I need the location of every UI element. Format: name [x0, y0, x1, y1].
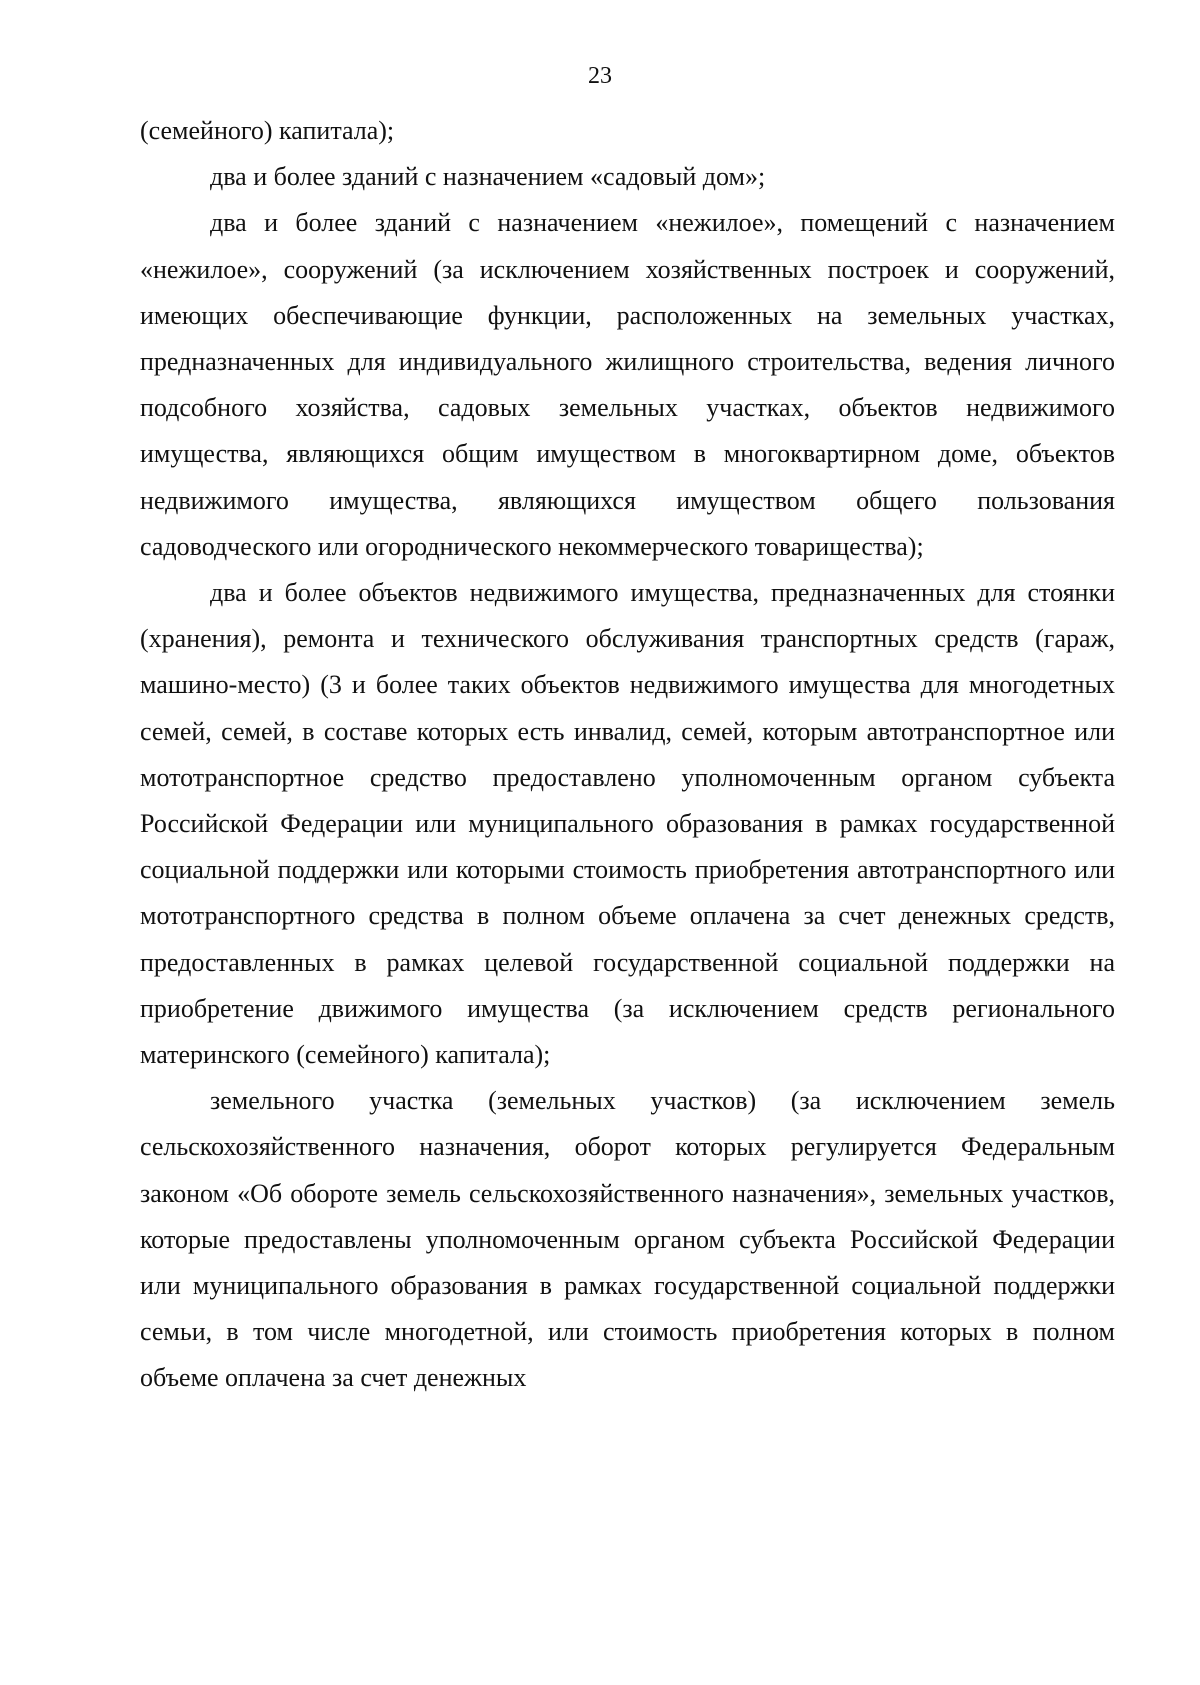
paragraph-5: земельного участка (земельных участков) (за исключением земель сельскохозяйственного назначения, оборот которых регулируется Федеральным законом «Об обороте земель сельскохозяйственного назначения», земельных участков, которые предоставлены уполномоченным органом субъекта Российской Федерации или муниципального образования в рамках государственной социальной поддержки семьи, в том числе многодетной, или стоимость приобретения которых в полном объеме оплачена за счет денежных	[140, 1086, 1115, 1393]
paragraph-1: (семейного) капитала);	[140, 116, 395, 145]
paragraph-2: два и более зданий с назначением «садовый дом»;	[210, 162, 766, 192]
body-text	[140, 108, 1115, 1540]
paragraph-4: два и более объектов недвижимого имущества, предназначенных для стоянки (хранения), ремонта и технического обслуживания транспортных средств (гараж, машино-место) (3 и более таких объектов недвижимого имущества для многодетных семей, семей, в составе которых есть инвалид, семей, которым автотранспортное или мототранспортное средство предоставлено уполномоченным органом субъекта Российской Федерации или муниципального образования в рамках государственной социальной поддержки или которыми стоимость приобретения автотранспортного или мототранспортного средства в полном объеме оплачена за счет денежных средств, предоставленных в рамках целевой государственной социальной поддержки на приобретение движимого имущества (за исключением средств регионального материнского (семейного) капитала);	[140, 578, 1115, 1070]
page-number: 23	[588, 63, 612, 89]
paragraph-3: два и более зданий с назначением «нежилое», помещений с назначением «нежилое», сооружений (за исключением хозяйственных построек и сооружений, имеющих обеспечивающие функции, расположенных на земельных участках, предназначенных для индивидуального жилищного строительства, ведения личного подсобного хозяйства, садовых земельных участках, объектов недвижимого имущества, являющихся общим имуществом в многоквартирном доме, объектов недвижимого имущества, являющихся имуществом общего пользования садоводческого или огороднического некоммерческого товарищества);	[140, 208, 1115, 561]
